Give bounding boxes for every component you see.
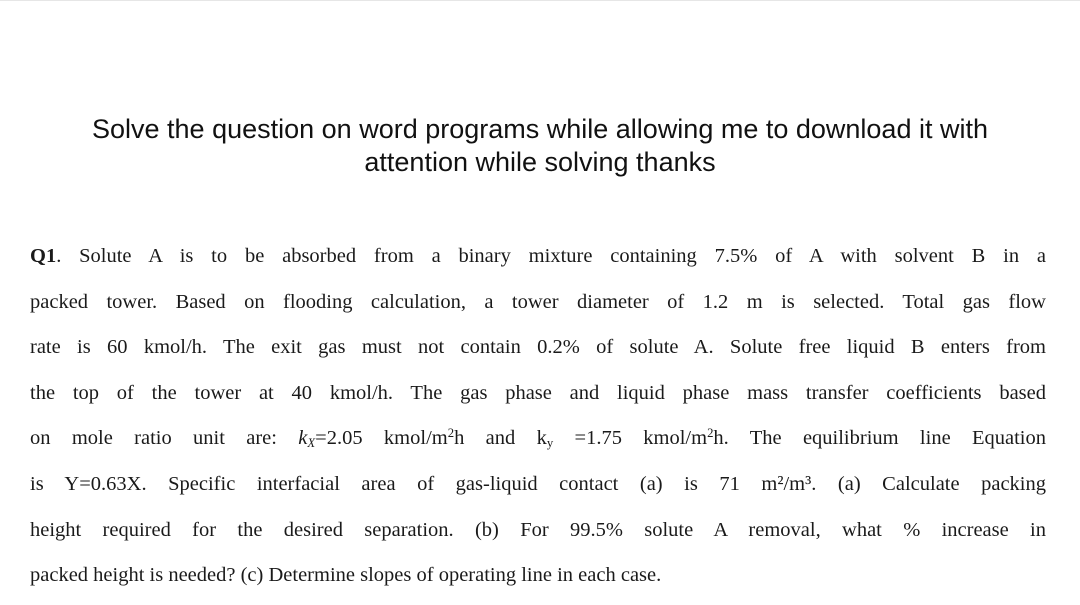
ky-value: =1.75 kmol/m xyxy=(553,427,708,450)
ky-symbol: k xyxy=(536,427,547,450)
line-5-prefix: on mole ratio unit are: xyxy=(30,427,299,450)
question-line-6: is Y=0.63X. Specific interfacial area of gas-liquid contact (a) is 71 m²/m³. (a) Calculate packing xyxy=(30,472,1046,495)
question-line-5 xyxy=(30,416,1046,462)
ky-subscript: y xyxy=(546,436,554,451)
kx-symbol: k xyxy=(298,427,308,450)
question-line-2: packed tower. Based on flooding calculation, a tower diameter of 1.2 m is selected. Total gas flow xyxy=(30,290,1046,313)
kx-value: =2.05 kmol/m xyxy=(315,427,448,450)
ky-unit-tail: h. The equilibrium line Equation xyxy=(713,427,1047,450)
question-line-1-text: . Solute A is to be absorbed from a binary mixture containing 7.5% of A with solvent B in a xyxy=(56,245,1046,267)
question-number: Q1 xyxy=(30,245,57,267)
question-text xyxy=(30,234,1046,599)
kx-unit-tail: h and xyxy=(454,427,537,450)
question-line-1 xyxy=(30,234,1046,280)
question-line-7: height required for the desired separation. (b) For 99.5% solute A removal, what % increase in xyxy=(30,518,1046,541)
request-line-1: Solve the question on word programs while allowing me to download it with xyxy=(92,114,988,144)
question-line-8: packed height is needed? (c) Determine slopes of operating line in each case. xyxy=(30,564,662,587)
question-line-3: rate is 60 kmol/h. The exit gas must not contain 0.2% of solute A. Solute free liquid B enters from xyxy=(30,336,1046,359)
question-line-4: the top of the tower at 40 kmol/h. The gas phase and liquid phase mass transfer coefficients based xyxy=(30,381,1046,404)
kx-exponent: 2 xyxy=(447,426,455,441)
top-divider xyxy=(0,0,1080,1)
request-line-2: attention while solving thanks xyxy=(364,147,716,177)
request-heading xyxy=(0,113,1080,179)
kx-subscript: X xyxy=(307,436,316,451)
ky-exponent: 2 xyxy=(707,426,714,441)
